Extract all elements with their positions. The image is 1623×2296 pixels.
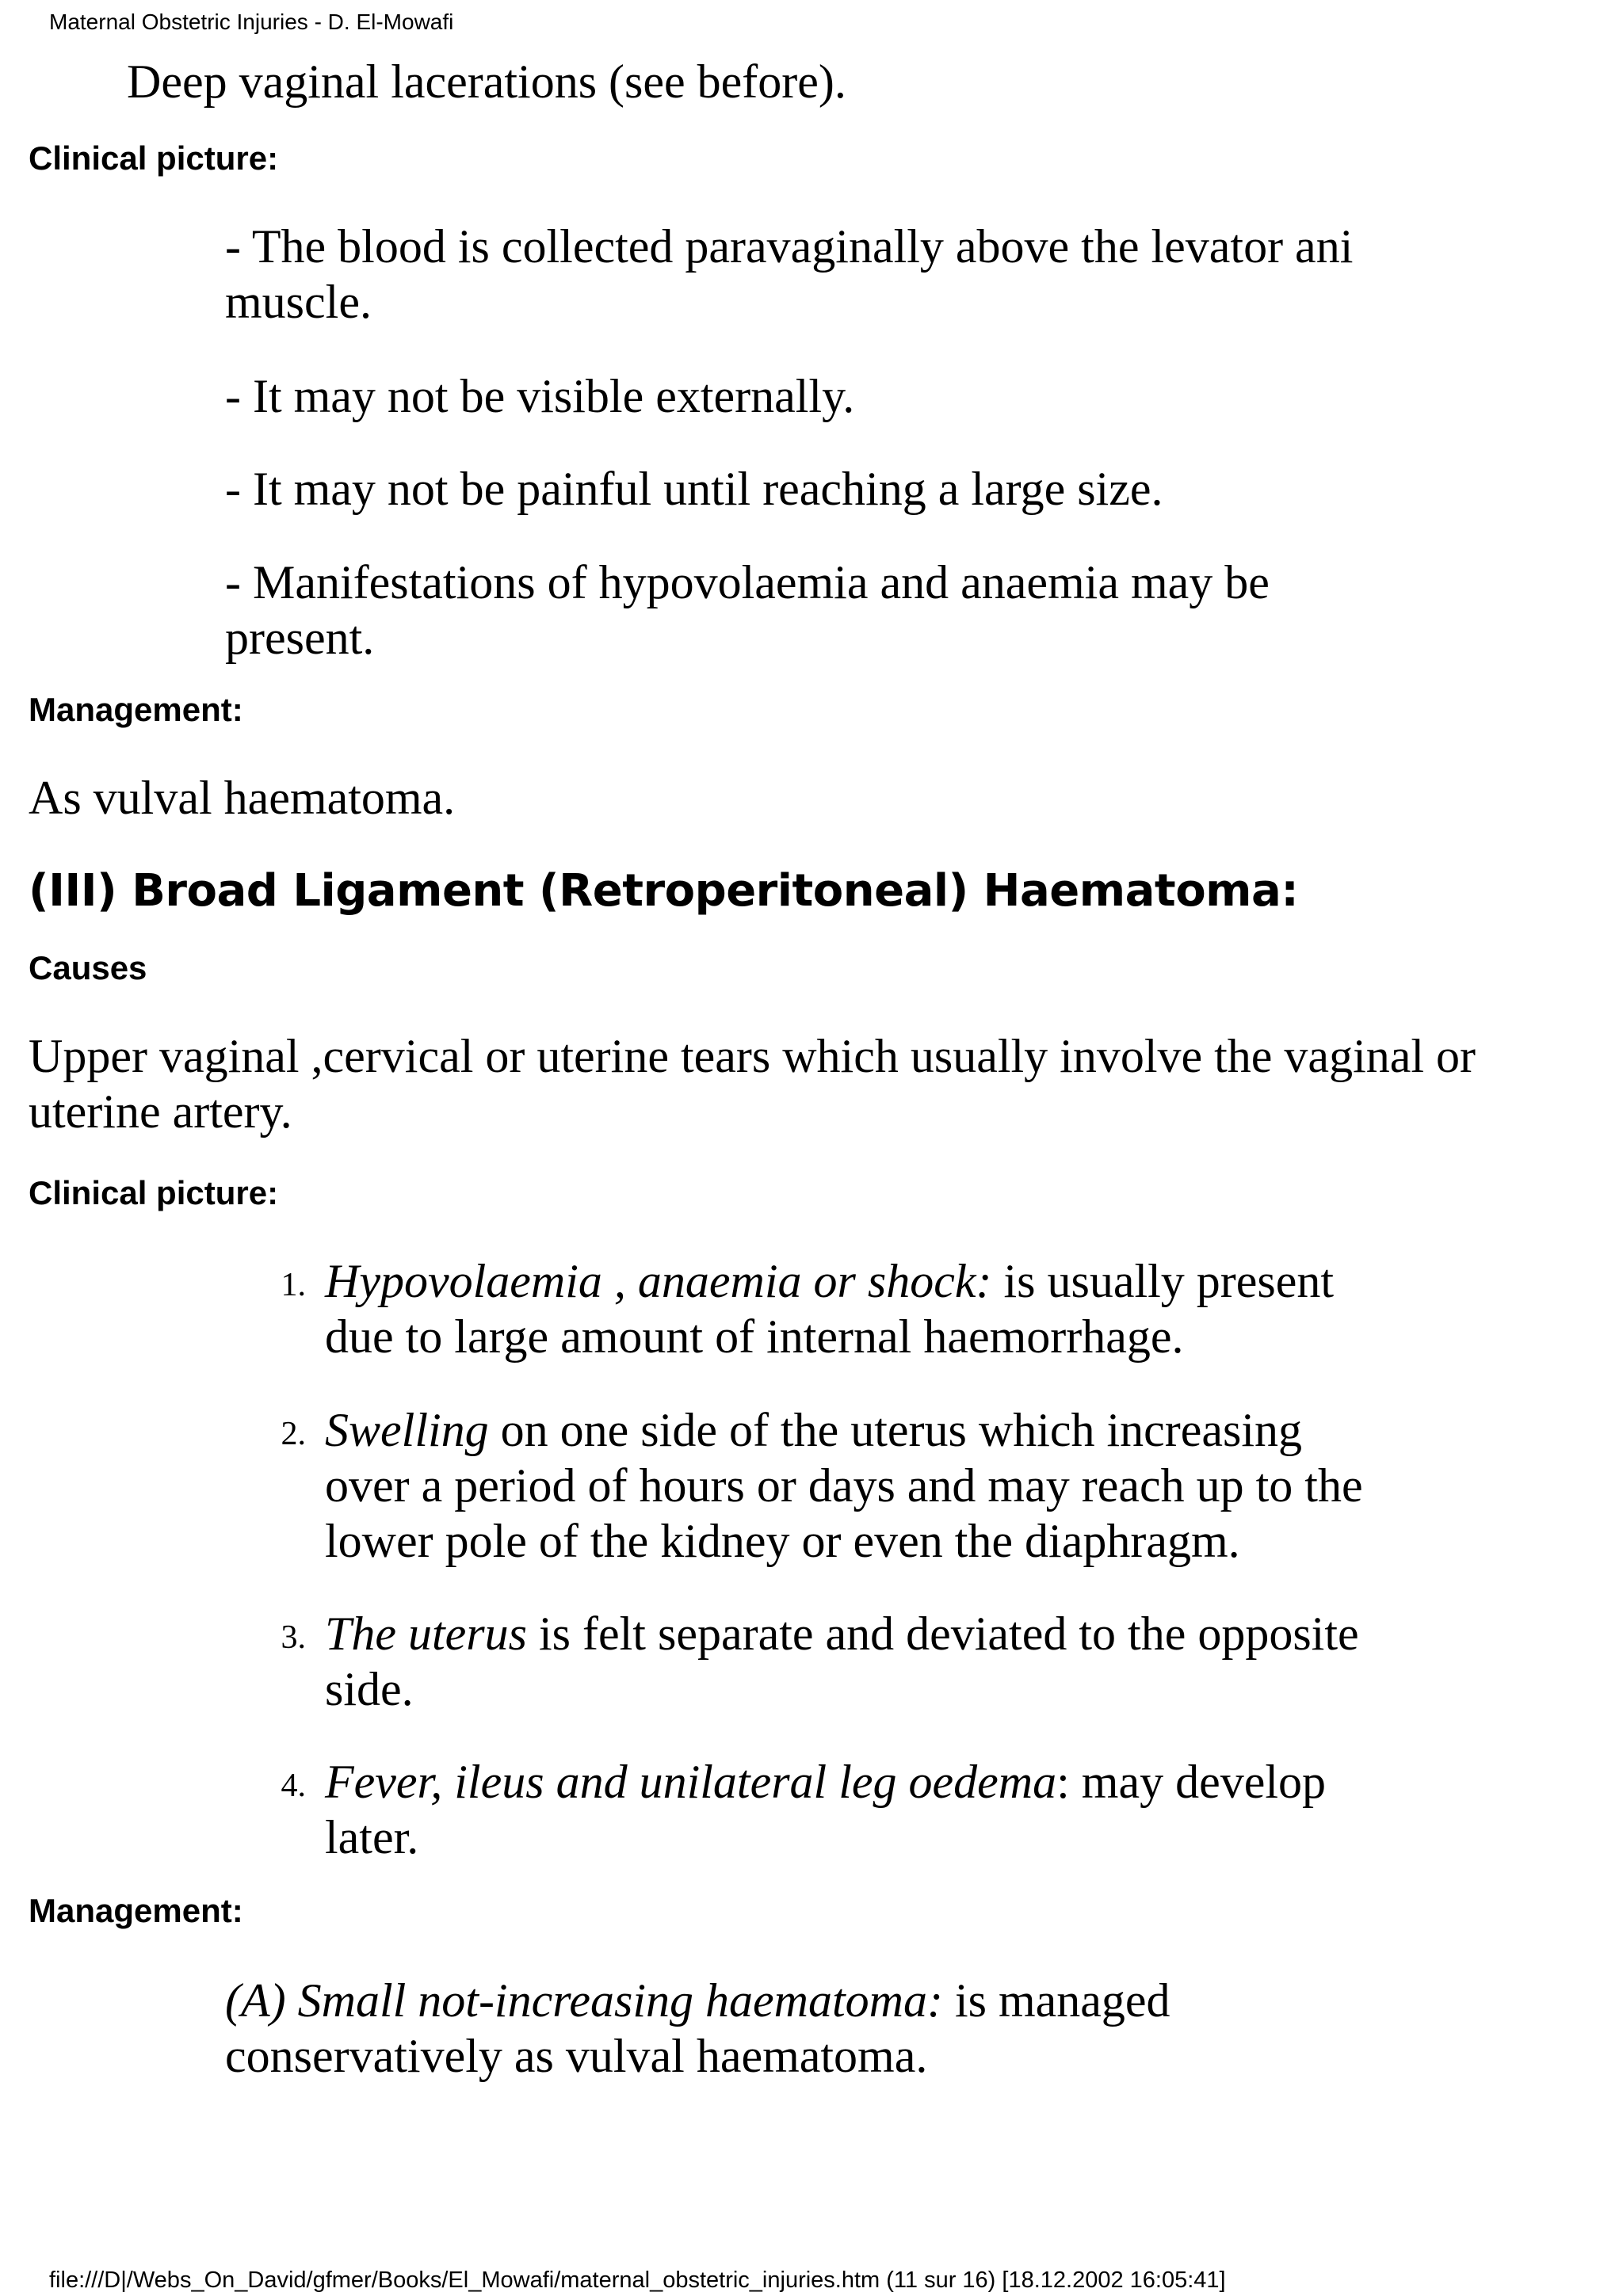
clinical-item-4-line1: - Manifestations of hypovolaemia and anaemia may be xyxy=(225,556,1270,608)
causes-line1: Upper vaginal ,cervical or uterine tears which usually involve the vaginal or xyxy=(29,1030,1476,1082)
clinical-item-2-line1: - It may not be visible externally. xyxy=(225,370,855,422)
list-rest: on one side of the uterus which increasing xyxy=(488,1404,1303,1456)
section-title-broad-ligament: (III) Broad Ligament (Retroperitoneal) Haematoma: xyxy=(29,865,1299,917)
clinical-picture-heading-2: Clinical picture: xyxy=(29,1174,279,1211)
list-number: 1. xyxy=(281,1267,306,1303)
list-text xyxy=(325,1754,1326,1865)
list-emphasis: The uterus xyxy=(325,1608,527,1660)
list-line: lower pole of the kidney or even the diaphragm. xyxy=(325,1515,1240,1567)
management-rest: is managed xyxy=(942,1974,1170,2027)
list-line: due to large amount of internal haemorrhage. xyxy=(325,1310,1184,1363)
list-rest: is usually present xyxy=(991,1255,1335,1307)
clinical-item-1 xyxy=(225,219,1353,330)
list-line: later. xyxy=(325,1811,419,1863)
management-emphasis: (A) Small not-increasing haematoma: xyxy=(225,1974,943,2027)
management-heading-1: Management: xyxy=(29,691,243,728)
clinical-item-3 xyxy=(225,461,1163,517)
list-text xyxy=(325,1606,1359,1717)
list-number: 4. xyxy=(281,1768,306,1804)
clinical-item-1-line1: - The blood is collected paravaginally above the levator ani xyxy=(225,220,1354,273)
list-number: 3. xyxy=(281,1619,306,1656)
list-line: over a period of hours or days and may reach up to the xyxy=(325,1459,1363,1512)
clinical-picture-heading-1: Clinical picture: xyxy=(29,139,279,177)
clinical-item-4-line2: present. xyxy=(225,612,375,664)
list-emphasis: Hypovolaemia , anaemia or shock: xyxy=(325,1255,992,1307)
causes-text xyxy=(29,1028,1476,1139)
clinical-item-1-line2: muscle. xyxy=(225,276,372,328)
clinical-item-4 xyxy=(225,555,1270,666)
intro-line: Deep vaginal lacerations (see before). xyxy=(127,55,846,108)
list-text xyxy=(325,1402,1363,1569)
list-rest: is felt separate and deviated to the opposite xyxy=(527,1608,1359,1660)
clinical-item-3-line1: - It may not be painful until reaching a large size. xyxy=(225,463,1163,515)
management-text-2 xyxy=(225,1973,1170,2084)
clinical-item-2 xyxy=(225,368,854,424)
causes-line2: uterine artery. xyxy=(29,1085,292,1138)
page-footer-url: file:///D|/Webs_On_David/gfmer/Books/El_Mowafi/maternal_obstetric_injuries.htm (11 sur 16) [18.12.2002 16:05:41] xyxy=(49,2267,1226,2293)
list-text xyxy=(325,1253,1334,1364)
list-rest: : may develop xyxy=(1056,1756,1327,1808)
list-line: side. xyxy=(325,1663,414,1715)
management-heading-2: Management: xyxy=(29,1892,243,1929)
list-emphasis: Swelling xyxy=(325,1404,489,1456)
list-number: 2. xyxy=(281,1416,306,1452)
management-line2: conservatively as vulval haematoma. xyxy=(225,2030,928,2082)
page-header: Maternal Obstetric Injuries - D. El-Mowafi xyxy=(49,10,454,34)
causes-heading: Causes xyxy=(29,949,147,986)
management-text-1: As vulval haematoma. xyxy=(29,772,456,824)
list-emphasis: Fever, ileus and unilateral leg oedema xyxy=(325,1756,1057,1808)
